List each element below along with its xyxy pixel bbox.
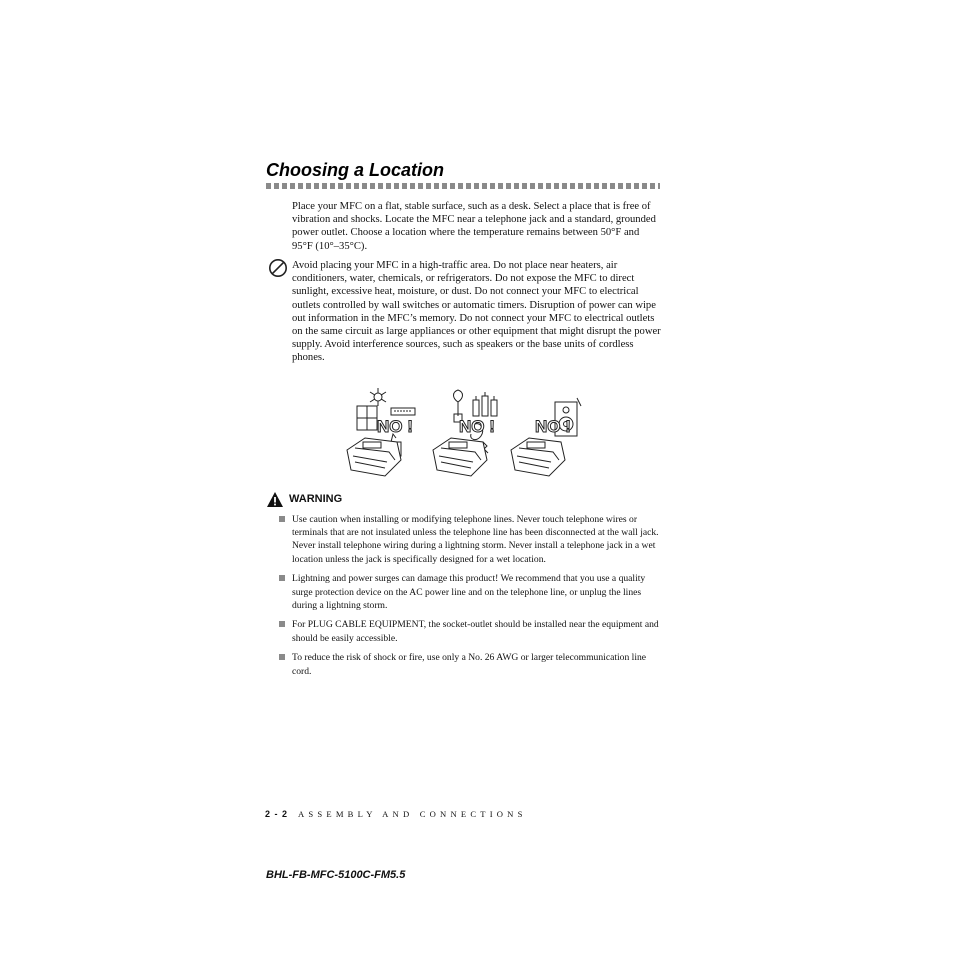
warning-heading	[266, 491, 343, 513]
square-bullet-icon	[279, 516, 285, 522]
warning-item: Use caution when installing or modifying telephone lines. Never touch telephone wires or terminals that are not insulated unless the telephone line has been disconnected at the wall jack. Never install telephone wiring during a lightning storm. Never install a telephone jack in a wet location unless the jack is specifically designed for a wet location.	[279, 513, 663, 566]
square-bullet-icon	[279, 575, 285, 581]
page-footer	[265, 809, 527, 819]
warning-label: WARNING	[289, 493, 343, 505]
document-id: BHL-FB-MFC-5100C-FM5.5	[266, 869, 406, 881]
mfc-machine-1	[347, 438, 401, 476]
chapter-name: ASSEMBLY AND CONNECTIONS	[298, 809, 527, 819]
section-title: Choosing a Location	[266, 160, 444, 180]
page-number: 2 - 2	[265, 809, 289, 819]
caution-paragraph: Avoid placing your MFC in a high-traffic area. Do not place near heaters, air conditioners, water, chemicals, or refrigerators. Do not expose the MFC to direct sunlight, excessive heat, moisture, or dust. Do not connect your MFC to electrical outlets controlled by wall switches or automatic timers. Disruption of power can wipe out information in the MFC’s memory. Do not connect your MFC to electrical outlets on the same circuit as large appliances or other equipment that might disrupt the power supply. Avoid interference sources, such as speakers or the base units of cordless phones.	[292, 260, 661, 364]
mfc-machine-2	[433, 438, 487, 476]
no-label-3: NO !	[535, 417, 571, 436]
square-bullet-icon	[279, 654, 285, 660]
title-dotted-rule	[266, 183, 660, 189]
warning-item: Lightning and power surges can damage this product! We recommend that you use a quality surge protection device on the AC power line and on the telephone line, or unplug the lines during a lightning storm.	[279, 572, 663, 612]
no-label-2: NO !	[459, 417, 495, 436]
prohibited-icon	[268, 258, 288, 278]
location-illustration	[345, 386, 583, 482]
mfc-machine-3	[511, 438, 565, 476]
square-bullet-icon	[279, 621, 285, 627]
warning-item: To reduce the risk of shock or fire, use only a No. 26 AWG or larger telecommunication line cord.	[279, 651, 663, 677]
warning-list	[279, 513, 663, 684]
intro-paragraph: Place your MFC on a flat, stable surface, such as a desk. Select a place that is free of vibration and shocks. Locate the MFC near a telephone jack and a standard, grounded power outlet. Choose a location where the temperature remains between 50°F and 95°F (10°–35°C).	[292, 201, 656, 252]
warning-item: For PLUG CABLE EQUIPMENT, the socket-outlet should be installed near the equipment and should be easily accessible.	[279, 618, 663, 644]
no-label-1: NO !	[377, 417, 413, 436]
warning-triangle-icon	[266, 491, 284, 513]
